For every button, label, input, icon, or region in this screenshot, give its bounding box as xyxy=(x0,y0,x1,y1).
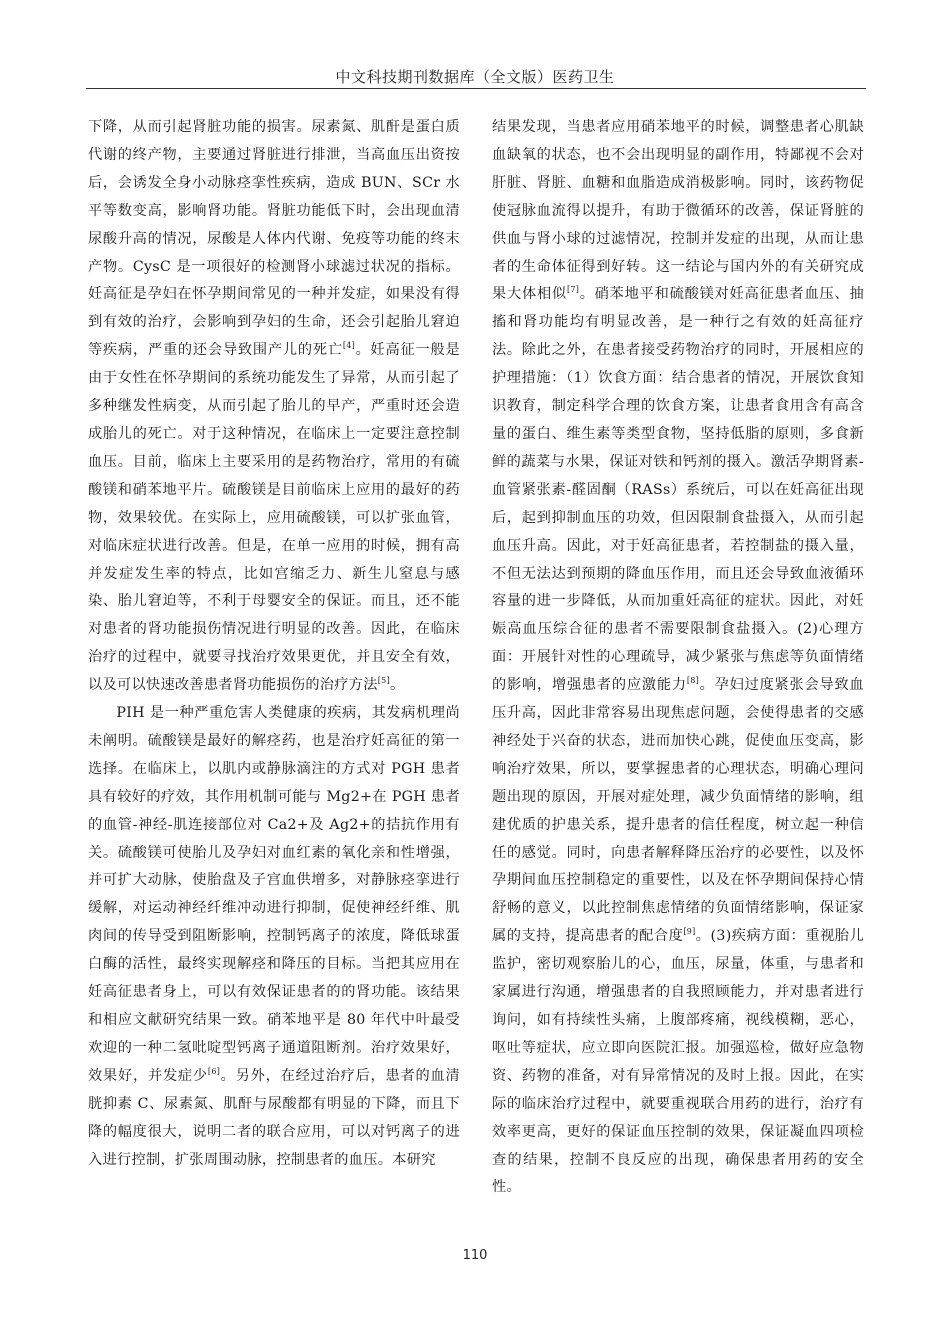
citation-ref: [6] xyxy=(207,1066,221,1076)
citation-ref: [5] xyxy=(377,676,390,686)
running-header: 中文科技期刊数据库（全文版）医药卫生 xyxy=(335,68,615,86)
left-column xyxy=(88,114,460,1174)
citation-ref: [9] xyxy=(683,927,696,937)
text-run: 。妊高征一般是由于女性在怀孕期间的系统功能发生了异常，从而引起了多种继发性病变，从而引起了胎儿的早产，严重时还会造成胎儿的死亡。对于这种情况，在临床上一定要注意控制血压。目前，临床上主要采用的是药物治疗，常用的有硫酸镁和硝苯地平片。硫酸镁是目前临床上应用的最好的药物，效果较优。在实际上，应用硫酸镁，可以扩张血管，对临床症状进行改善。但是，在单一应用的时候，拥有高并发症发生率的特点，比如宫缩乏力、新生儿窒息与感染、胎儿窘迫等，不利于母婴安全的保证。而且，还不能对患者的肾功能损伤情况进行明显的改善。因此，在临床治疗的过程中，就要寻找治疗效果更优，并且安全有效，以及可以快速改善患者肾功能损伤的治疗方法 xyxy=(88,342,460,694)
text-run: 。 xyxy=(390,677,405,694)
right-column xyxy=(492,114,864,1202)
text-run: 下降，从而引起肾脏功能的损害。尿素氮、肌酐是蛋白质代谢的终产物，主要通过肾脏进行排泄，当高血压出资按后，会诱发全身小动脉痉挛性疾病，造成 BUN、SCr 水平等数变高，影响肾功能。肾脏功能低下时，会出现血清尿酸升高的情况，尿酸是人体内代谢、免疫等功能的终末产物。CysC 是一项很好的检测肾小球滤过状况的指标。妊高征是孕妇在怀孕期间常见的一种并发症，如果没有得到有效的治疗，会影响到孕妇的生命，还会引起胎儿窘迫等疾病，严重的还会导致围产儿的死亡 xyxy=(88,119,460,359)
text-run: PIH 是一种严重危害人类健康的疾病，其发病机理尚未阐明。硫酸镁是最好的解痉药，也是治疗妊高征的第一选择。在临床上，以肌内或静脉滴注的方式对 PGH 患者具有较好的疗效，其作用机制可能与 Mg2+在 PGH 患者的血管-神经-肌连接部位对 Ca2+及 Ag2+的拮抗作用有关。硫酸镁可使胎儿及孕妇对血红素的氧化亲和性增强，并可扩大动脉，使胎盘及子宫血供增多，对静脉痉挛进行缓解，对运动神经纤维冲动进行抑制，促使神经纤维、肌肉间的传导受到阻断影响，控制钙离子的浓度，降低球蛋白酶的活性，最终实现解痉和降压的目标。当把其应用在妊高征患者身上，可以有效保证患者的的肾功能。该结果和相应文献研究结果一致。硝苯地平是 80 年代中叶最受欢迎的一种二氢吡啶型钙离子通道阻断剂。治疗效果好，效果好，并发症少 xyxy=(88,705,460,1084)
paragraph-continuation xyxy=(88,114,460,700)
text-run: 。(3)疾病方面：重视胎儿监护，密切观察胎儿的心，血压，尿量，体重，与患者和家属进行沟通，增强患者的自我照顾能力，并对患者进行询问，如有持续性头痛，上腹部疼痛，视线模糊，恶心，呕吐等症状，应立即向医院汇报。加强巡检，做好应急物资、药物的准备，对有异常情况的及时上报。因此，在实际的临床治疗过程中，就要重视联合用药的进行，治疗有效率更高，更好的保证血压控制的效果，保证凝血四项检查的结果，控制不良反应的出现，确保患者用药的安全性。 xyxy=(492,928,864,1196)
paragraph-pih xyxy=(88,700,460,1174)
text-run: 。另外，在经过治疗后，患者的血清胱抑素 C、尿素氮、肌酐与尿酸都有明显的下降，而且下降的幅度很大，说明二者的联合应用，可以对钙离子的进入进行控制，扩张周围动脉，控制患者的血压。本研究 xyxy=(88,1067,460,1168)
text-run: 。硝苯地平和硫酸镁对妊高征患者血压、抽搐和肾功能均有明显改善，是一种行之有效的妊高征疗法。除此之外，在患者接受药物治疗的同时，开展相应的护理措施：（1）饮食方面：结合患者的情况，开展饮食知识教育，制定科学合理的饮食方案，让患者食用含有高含量的蛋白、维生素等类型食物，坚持低脂的原则，多食新鲜的蔬菜与水果，保证对铁和钙剂的摄入。激活孕期肾素-血管紧张素-醛固酮（RASs）系统后，可以在妊高征出现后，起到抑制血压的功效，但因限制食盐摄入，从而引起血压升高。因此，对于妊高征患者，若控制盐的摄入量，不但无法达到预期的降血压作用，而且还会导致血液循环容量的进一步降低，从而加重妊高征的症状。因此，对妊娠高血压综合征的患者不需要限制食盐摄入。(2)心理方面：开展针对性的心理疏导，减少紧张与焦虑等负面情绪的影响，增强患者的应激能力 xyxy=(492,286,864,694)
citation-ref: [7] xyxy=(566,285,580,295)
page-number: 110 xyxy=(462,1248,488,1263)
header-rule xyxy=(86,88,866,89)
text-run: 结果发现，当患者应用硝苯地平的时候，调整患者心肌缺血缺氧的状态，也不会出现明显的副作用，特鄙视不会对肝脏、肾脏、血糖和血脂造成消极影响。同时，该药物促使冠脉血流得以提升，有助于微循环的改善，保证肾脏的供血与肾小球的过滤情况，控制并发症的出现，从而让患者的生命体征得到好转。这一结论与国内外的有关研究成果大体相似 xyxy=(492,119,864,303)
citation-ref: [8] xyxy=(686,676,700,686)
paragraph-results xyxy=(492,114,864,1202)
text-run: 。孕妇过度紧张会导致血压升高，因此非常容易出现焦虑问题，会使得患者的交感神经处于兴奋的状态，进而加快心跳，促使血压变高，影响治疗效果，所以，要掌握患者的心理状态，明确心理问题出现的原因，开展对症处理，减少负面情绪的影响，组建优质的护患关系，提升患者的信任程度，树立起一种信任的感觉。同时，向患者解释降压治疗的必要性，以及怀孕期间血压控制稳定的重要性，以及在怀孕期间保持心情舒畅的意义，以此控制焦虑情绪的负面情绪影响，保证家属的支持，提高患者的配合度 xyxy=(492,677,864,945)
citation-ref: [4] xyxy=(342,341,356,351)
